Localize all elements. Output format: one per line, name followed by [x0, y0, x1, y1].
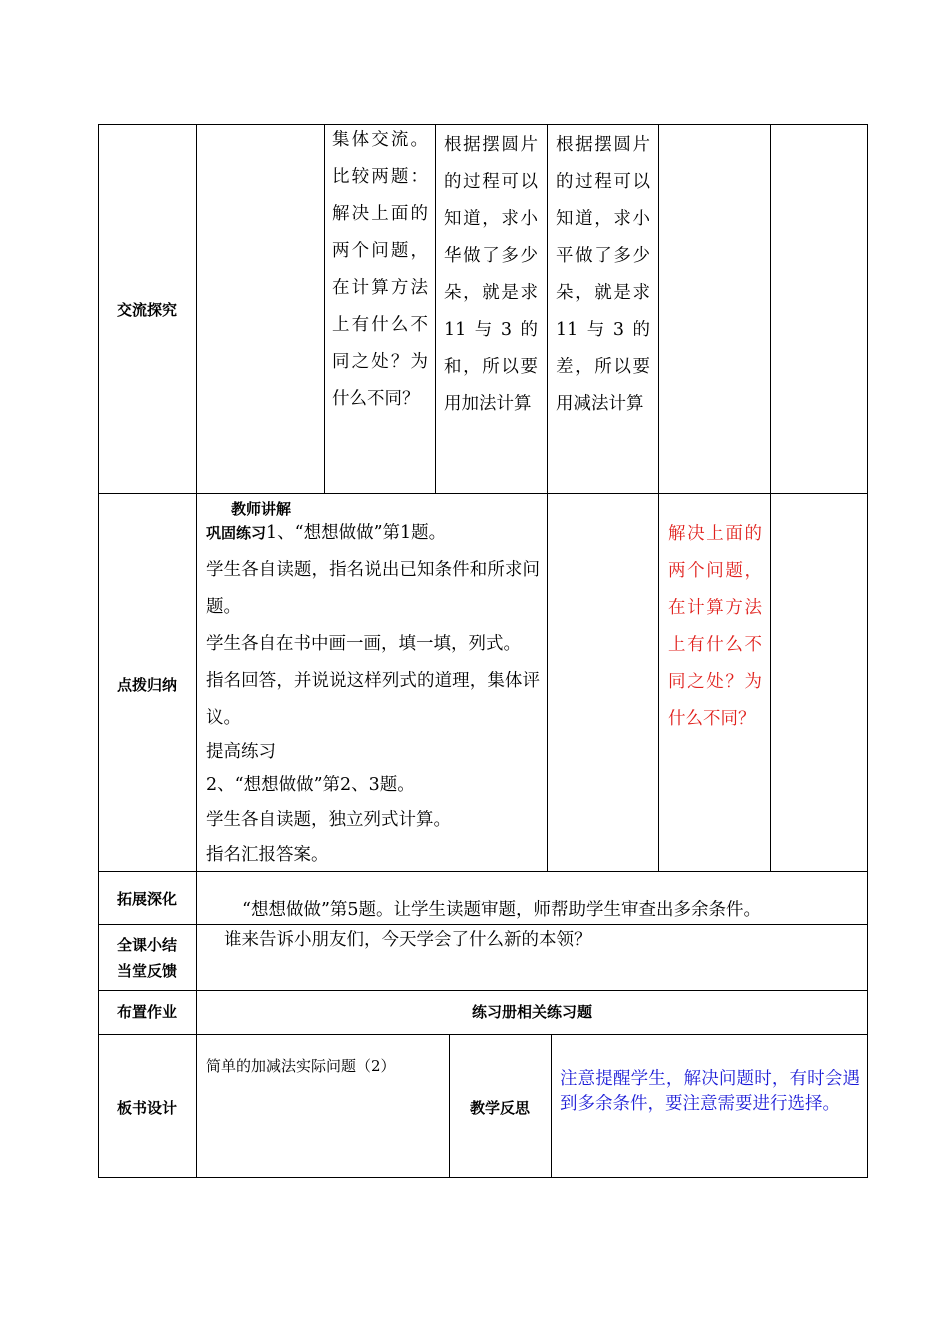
board-design-text: 简单的加减法实际问题（2）: [206, 1057, 396, 1075]
guidance-line: 指名汇报答案。: [206, 845, 329, 865]
row-label-guidance: 点拨归纳: [116, 676, 177, 694]
teacher-explain-heading: 教师讲解: [231, 500, 292, 518]
reflection-text: 注意提醒学生，解决问题时，有时会遇到多余条件，要注意需要进行选择。: [560, 1069, 860, 1114]
col-divider: [658, 493, 659, 871]
homework-text: 练习册相关练习题: [471, 1003, 592, 1021]
exchange-subtraction-text: 根据摆圆片的过程可以知道，求小平做了多少朵，就是求11与3的差，所以要用减法计算: [556, 135, 650, 414]
guidance-line: 指名回答，并说说这样列式的道理，集体评议。: [206, 671, 540, 728]
col-divider: [324, 124, 325, 493]
row-label-extend: 拓展深化: [116, 890, 177, 908]
guidance-line: 学生各自读题，独立列式计算。: [206, 810, 451, 830]
extend-text: “想想做做”第5题。让学生读题审题，师帮助学生审查出多余条件。: [242, 900, 762, 920]
guidance-line-text: 1、“想想做做”第1题。: [266, 523, 447, 543]
guidance-line: 学生各自读题，指名说出已知条件和所求问题。: [206, 560, 540, 617]
row-label-homework: 布置作业: [116, 1003, 177, 1021]
col-divider: [658, 124, 659, 493]
exchange-addition-text: 根据摆圆片的过程可以知道，求小华做了多少朵，就是求11与3的和，所以要用加法计算: [444, 135, 538, 414]
row-divider: [98, 1034, 868, 1035]
row-label-summary: [98, 932, 196, 984]
row-label-exchange: 交流探究: [116, 301, 177, 319]
col-divider: [547, 493, 548, 871]
guidance-line: 提高练习: [206, 742, 276, 762]
col-divider: [547, 124, 548, 493]
row-divider: [98, 990, 868, 991]
guidance-line: 学生各自在书中画一画，填一填，列式。: [206, 634, 521, 654]
row-label-board: 板书设计: [116, 1099, 177, 1117]
practice-heading: 巩固练习: [206, 524, 267, 542]
guidance-line: 2、“想想做做”第2、3题。: [206, 775, 415, 795]
summary-text: 谁来告诉小朋友们，今天学会了什么新的本领？: [224, 930, 592, 950]
exchange-discussion-text: 集体交流。比较两题：解决上面的两个问题，在计算方法上有什么不同之处？为什么不同？: [332, 130, 428, 409]
col-divider: [770, 493, 771, 871]
col-divider: [551, 1034, 552, 1178]
summary-label-line: 当堂反馈: [116, 962, 177, 980]
col-divider: [435, 124, 436, 493]
summary-label-line: 全课小结: [116, 936, 177, 954]
row-divider: [98, 493, 868, 494]
col-divider: [770, 124, 771, 493]
guidance-line: [206, 515, 540, 552]
guidance-red-note: 解决上面的两个问题，在计算方法上有什么不同之处？为什么不同？: [668, 524, 762, 729]
guidance-content: [206, 515, 540, 873]
reflection-label: 教学反思: [469, 1099, 530, 1117]
